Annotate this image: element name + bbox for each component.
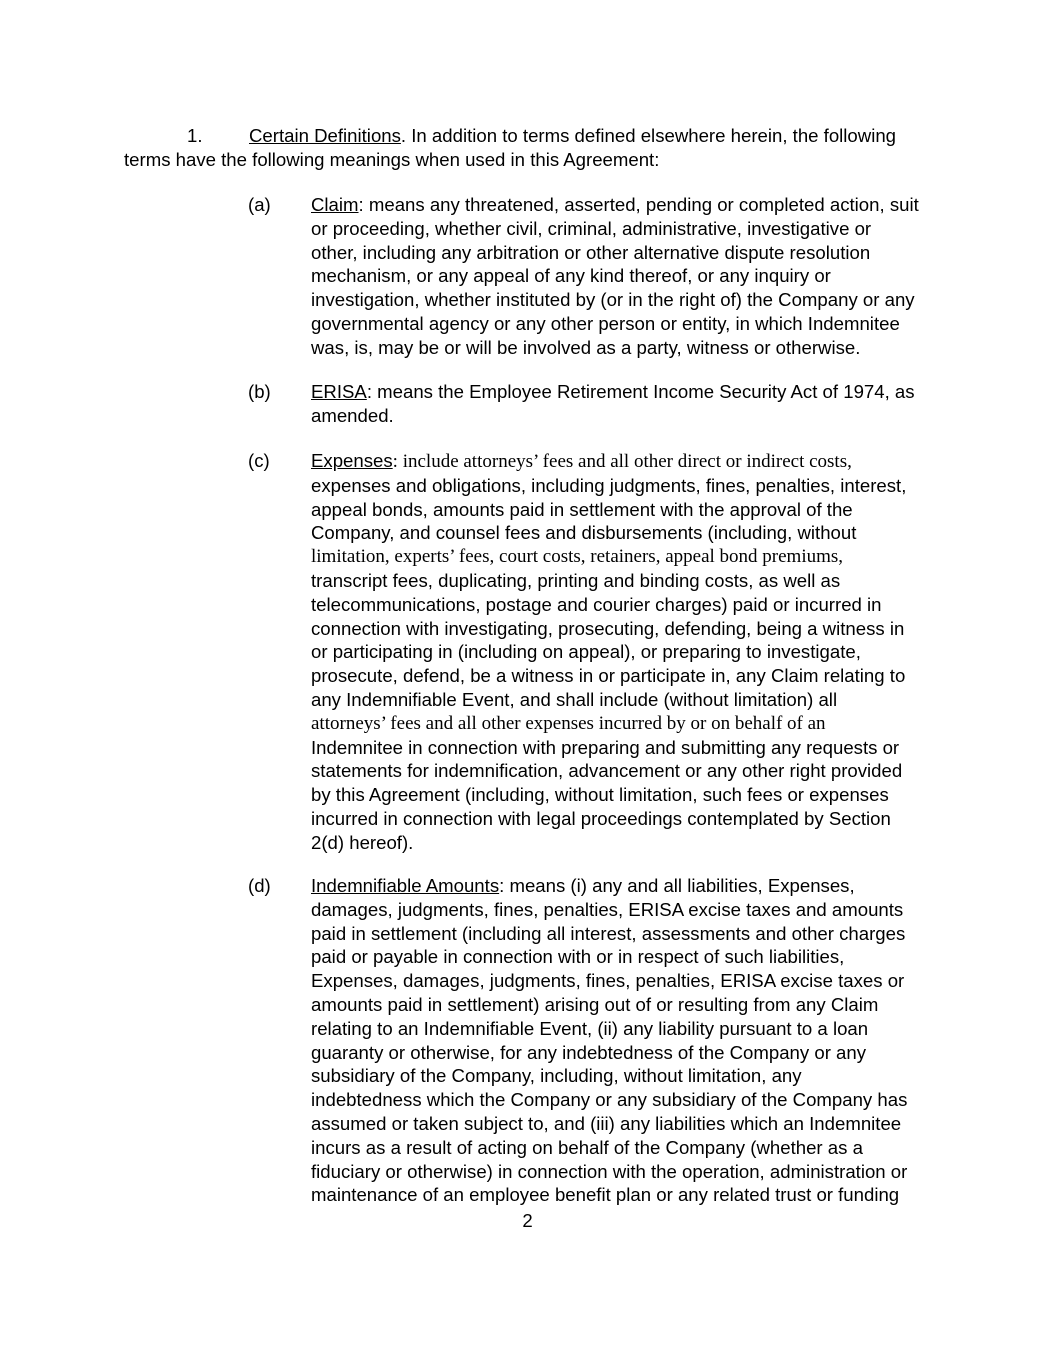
document-page: 1. Certain Definitions. In addition to terms defined elsewhere herein, the following terms have the following meanings when used in this Agreement: (a) Claim: means any threatened, asserted, pending or completed action, suit or proceeding, whether civil, criminal, administrative, investigative or other, including any arbitration or other alternative dispute resolution mechanism, or any appeal of any kind thereof, or any inquiry or investigation, whether instituted by (or in the right of) the Company or any governmental agency or any other person or entity, in which Indemnitee was, is, may be or will be involved as a party, witness or otherwise. (b) ERISA: means the Employee Retirement Income Security Act of 1974, as amended. (c) Expenses: include attorneys’ fees and all other direct or indirect costs, expenses and obligations, including judgments, fines, penalties, interest, appeal bonds, amounts paid in settlement with the approval of the Company, and counsel fees and disbursements (including, without limitation, experts’ fees, court costs, retainers, appeal bond premiums, transcript fees, duplicating, printing and binding costs, as well as telecommunications, postage and courier charges) paid or incurred in connection with investigating, prosecuting, defending, being a witness in or participating in (including on appeal), or preparing to investigate, prosecute, defend, be a witness in or participate in, any Claim relating to any Indemnifiable Event, and shall include (without limitation) all attorneys’ fees and all other expenses incurred by or on behalf of an Indemnitee in connection with preparing and submitting any requests or statements for indemnification, advancement or any other right provided by this Agreement (including, without limitation, such fees or expenses incurred in connection with legal proceedings contemplated by Section 2(d) hereof). (d) Indemnifiable Amounts: means (i) any and all liabilities, Expenses, damages, judgments, fines, penalties, ERISA excise taxes and amounts paid in settlement (including all interest, assessments and other charges paid or payable in connection with or in respect of such liabilities, Expenses, damages, judgments, fines, penalties, ERISA excise taxes or amounts paid in settlement) arising out of or resulting from any Claim relating to an Indemnifiable Event, (ii) any liability pursuant to a loan guaranty or otherwise, for any indebtedness of the Company or any subsidiary of the Company, including, without limitation, any indebtedness which the Company or any subsidiary of the Company has assumed or taken subject to, and (iii) any liabilities which an Indemnitee incurs as a result of acting on behalf of the Company (whether as a fiduciary or otherwise) in connection with the operation, administration or maintenance of an employee benefit plan or any related trust or funding 2 [0, 0, 1055, 1365]
page-number: 2 [522, 1210, 533, 1231]
definition-label: (d) [248, 875, 271, 896]
section-heading: Certain Definitions [249, 125, 401, 146]
definition-term: Indemnifiable Amounts [311, 875, 500, 896]
section-intro-line1: . In addition to terms defined elsewhere herein, the following [400, 125, 897, 146]
section-number: 1. [187, 125, 203, 146]
section-intro [124, 124, 924, 172]
definition-label: (b) [248, 381, 271, 402]
section-intro-line2: terms have the following meanings when used in this Agreement: [124, 149, 660, 170]
definition-term: Claim [311, 194, 359, 215]
definition-term: ERISA [311, 381, 367, 402]
definition-label: (c) [248, 450, 270, 471]
definition-label: (a) [248, 194, 271, 215]
definition-term: Expenses [311, 450, 393, 471]
